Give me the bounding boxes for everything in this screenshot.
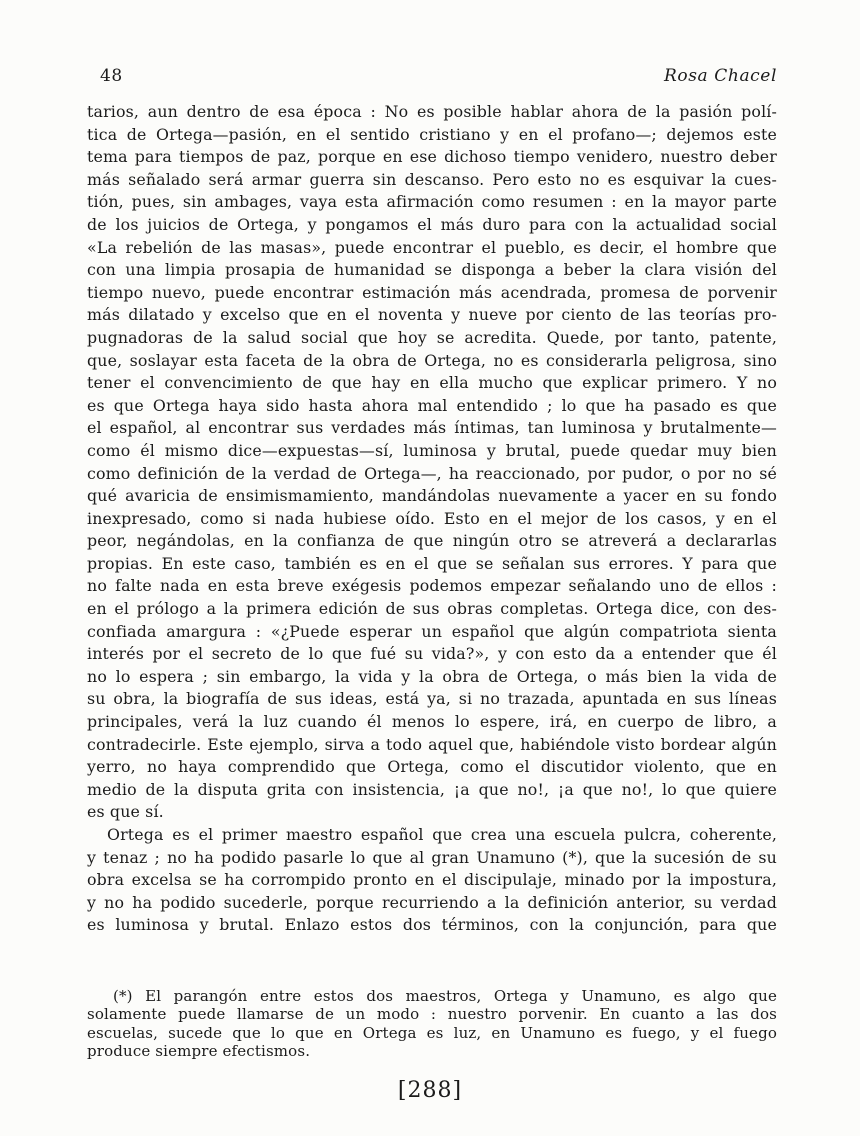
text-line: pugnadoras de la salud social que hoy se acredita. Quede, por tanto, patente, [87,327,777,347]
text-line: tarios, aun dentro de esa época : No es posible hablar ahora de la pasión polí- [87,102,777,121]
text-line: inexpresado, como si nada hubiese oído. Esto en el mejor de los casos, y en el [87,508,777,528]
text-line: es que sí. [87,802,164,822]
text-line: tiempo nuevo, puede encontrar estimación más acendrada, promesa de porvenir [87,282,777,302]
text-line: el español, al encontrar sus verdades más íntimas, tan luminosa y brutalmente— [87,418,777,438]
text-line: qué avaricia de ensimismamiento, mandándolas nuevamente a yacer en su fondo [87,486,777,506]
text-line: confiada amargura : «¿Puede esperar un español que algún compatriota sienta [87,621,777,641]
text-line: interés por el secreto de lo que fué su vida?», y con esto da a entender que él [87,644,777,664]
text-line: y no ha podido sucederle, porque recurriendo a la definición anterior, su verdad [87,892,777,912]
text-line: tema para tiempos de paz, porque en ese dichoso tiempo venidero, nuestro deber [87,147,777,167]
text-line: contradecirle. Este ejemplo, sirva a todo aquel que, habiéndole visto bordear algún [87,734,777,754]
text-line: propias. En este caso, también es en el que se señalan sus errores. Y para que [87,553,777,573]
text-line: (*) El parangón entre estos dos maestros, Ortega y Unamuno, es algo que [113,987,777,1005]
text-line: de los juicios de Ortega, y pongamos el más duro para con la actualidad social [87,214,777,234]
text-line: tica de Ortega—pasión, en el sentido cristiano y en el profano—; dejemos este [87,124,777,144]
text-line: con una limpia prosapia de humanidad se disponga a beber la clara visión del [87,260,777,280]
page-number: 48 [100,66,123,86]
text-line: no falte nada en esta breve exégesis podemos empezar señalando uno de ellos : [87,576,777,596]
text-line: tión, pues, sin ambages, vaya esta afirmación como resumen : en la mayor parte [87,192,777,212]
text-line: más señalado será armar guerra sin descanso. Pero esto no es esquivar la cues- [87,169,777,189]
text-line: Ortega es el primer maestro español que crea una escuela pulcra, coherente, [107,825,777,844]
text-line: yerro, no haya comprendido que Ortega, como el discutidor violento, que en [87,757,777,777]
text-line: es luminosa y brutal. Enlazo estos dos términos, con la conjunción, para que [87,915,777,935]
text-line: solamente puede llamarse de un modo : nuestro porvenir. En cuanto a las dos [87,1005,777,1024]
footnote [87,987,777,1061]
text-line: peor, negándolas, en la confianza de que ningún otro se atreverá a declararlas [87,531,777,551]
text-line: como definición de la verdad de Ortega—, ha reaccionado, por pudor, o por no sé [87,463,777,483]
page-footer [0,1078,860,1103]
text-line: obra excelsa se ha corrompido pronto en el discipulaje, minado por la impostura, [87,870,777,890]
page-body [87,101,777,937]
text-line: no lo espera ; sin embargo, la vida y la obra de Ortega, o más bien la vida de [87,666,777,686]
folio-number: [288] [397,1078,463,1103]
text-line: produce siempre efectismos. [87,1042,311,1061]
page-header [87,66,777,86]
running-title: Rosa Chacel [663,66,777,86]
text-line: tener el convencimiento de que hay en ella mucho que explicar primero. Y no [87,373,777,393]
text-line: en el prólogo a la primera edición de sus obras completas. Ortega dice, con des- [87,599,777,619]
text-line: y tenaz ; no ha podido pasarle lo que al gran Unamuno (*), que la sucesión de su [87,847,777,867]
text-line: principales, verá la luz cuando él menos lo espere, irá, en cuerpo de libro, a [87,712,777,732]
text-line: es que Ortega haya sido hasta ahora mal entendido ; lo que ha pasado es que [87,395,777,415]
text-line: medio de la disputa grita con insistencia, ¡a que no!, ¡a que no!, lo que quiere [87,779,777,799]
text-line: escuelas, sucede que lo que en Ortega es luz, en Unamuno es fuego, y el fuego [87,1023,777,1042]
text-line: «La rebelión de las masas», puede encontrar el pueblo, es decir, el hombre que [87,237,777,257]
text-line: que, soslayar esta faceta de la obra de Ortega, no es considerarla peligrosa, sino [87,350,777,370]
text-line: más dilatado y excelso que en el noventa y nueve por ciento de las teorías pro- [87,305,777,325]
text-line: como él mismo dice—expuestas—sí, luminosa y brutal, puede quedar muy bien [87,440,777,460]
text-line: su obra, la biografía de sus ideas, está ya, si no trazada, apuntada en sus líneas [87,689,777,709]
